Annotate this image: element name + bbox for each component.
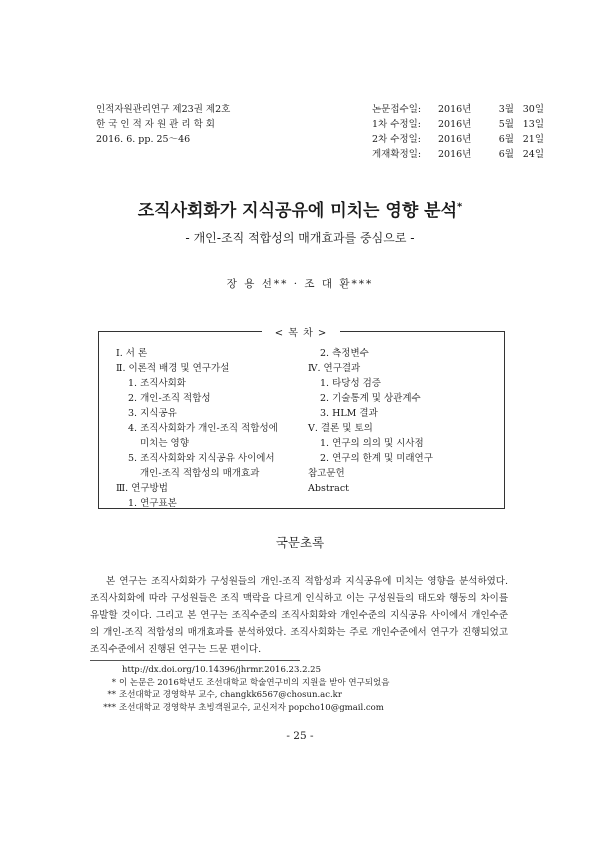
date-year: 2016년 [438,119,472,130]
abstract-body: 본 연구는 조직사회화가 구성원들의 개인-조직 적합성과 지식공유에 미치는 영향을 분석하였다. 조직사회화에 따라 구성원들은 조직 맥락을 다르게 인식하고 이는 구성원들의 태도와 행동의 차이를 유발할 것이다. 그리고 본 연구는 조직수준의 조직사회화와 개인수준의 지식공유 사이에서 개인수준의 개인-조직 적합성의 매개효과를 분석하였다. 조직사회화는 주로 개인수준에서 연구가 진행되었고 조직수준에서 진행된 연구는 드문 편이다. [90,576,508,655]
toc-item: 참고문헌 [308,468,345,479]
footnote-text: 조선대학교 경영학부 교수, changkk6567@chosun.ac.kr [119,690,342,700]
doi-link[interactable]: http://dx.doi.org/10.14396/jhrmr.2016.23.2.25 [122,665,322,675]
footnote [90,664,389,677]
footnote-mark: ** [107,690,116,700]
footnote-divider [90,660,300,661]
toc-item: 2. 개인-조직 적합성 [128,393,211,404]
issue-pages: 2016. 6. pp. 25～46 [96,134,191,145]
date-label: 논문접수일: [372,104,422,115]
toc-item: 1. 연구의 의의 및 시사점 [320,438,424,449]
footnotes [90,664,389,714]
toc-item: 1. 조직사회화 [128,378,186,389]
toc-item: 2. 측정변수 [320,348,369,359]
date-month: 3월 [498,104,514,115]
date-day: 21일 [522,134,544,145]
date-row [372,147,544,162]
footnote-mark [90,664,122,677]
toc-item: Abstract [308,483,349,494]
footnote-text: 이 논문은 2016학년도 조선대학교 학술연구비의 지원을 받아 연구되었음 [119,677,390,688]
footnote-text: 조선대학교 경영학부 초빙객원교수, 교신저자 popcho10@gmail.com [119,702,384,713]
date-row [372,102,544,117]
toc-item: 3. HLM 결과 [320,408,378,419]
toc-item: 1. 연구표본 [128,498,177,509]
toc-item: Ⅰ. 서 론 [116,348,148,359]
date-year: 2016년 [438,134,472,145]
toc-right-column [308,346,433,496]
date-day: 24일 [522,149,544,160]
toc-item: Ⅱ. 이론적 배경 및 연구가설 [116,363,230,374]
paper-title-text: 조직사회화가 지식공유에 미치는 영향 분석 [137,201,458,221]
date-year: 2016년 [438,104,472,115]
toc-item: 5. 조직사회화와 지식공유 사이에서 [128,453,275,464]
toc-item: 개인-조직 적합성의 매개효과 [140,468,260,479]
date-row [372,132,544,147]
toc-label: < 목 차 > [262,324,340,339]
date-day: 13일 [522,119,544,130]
toc-item: Ⅴ. 결론 및 토의 [308,423,373,434]
date-month: 6월 [498,134,514,145]
submission-dates [372,102,544,162]
date-label: 게재확정일: [372,149,422,160]
paper-title [0,196,600,221]
society-name: 한 국 인 적 자 원 관 리 학 회 [96,119,215,130]
toc-item: Ⅲ. 연구방법 [116,483,168,494]
footnote-mark: *** [103,702,116,713]
toc-item: 4. 조직사회화가 개인-조직 적합성에 [128,423,278,434]
date-year: 2016년 [438,149,472,160]
footnote-mark: * [111,677,116,688]
toc-item: 1. 타당성 검증 [320,378,381,389]
title-footnote-mark: * [457,201,463,213]
date-row [372,117,544,132]
footnote [90,702,389,715]
authors: 장 용 선** · 조 대 환*** [226,278,374,290]
paper-subtitle: - 개인-조직 적합성의 매개효과를 중심으로 - [185,231,415,245]
toc-item: 2. 기술통계 및 상관계수 [320,393,421,404]
toc-item: Ⅳ. 연구결과 [308,363,361,374]
toc-item: 미치는 영향 [140,438,189,449]
toc-item: 3. 지식공유 [128,408,177,419]
toc-item: 2. 연구의 한계 및 미래연구 [320,453,433,464]
page-number: - 25 - [286,730,314,742]
footnote [90,677,389,690]
journal-info [96,102,230,147]
date-label: 2차 수정일: [372,134,421,145]
date-label: 1차 수정일: [372,119,421,130]
date-month: 5월 [498,119,514,130]
date-day: 30일 [522,104,544,115]
footnote [90,689,389,702]
toc-left-column [116,346,278,511]
date-month: 6월 [498,149,514,160]
abstract-title: 국문초록 [275,535,325,550]
journal-name: 인적자원관리연구 제23권 제2호 [96,104,231,115]
